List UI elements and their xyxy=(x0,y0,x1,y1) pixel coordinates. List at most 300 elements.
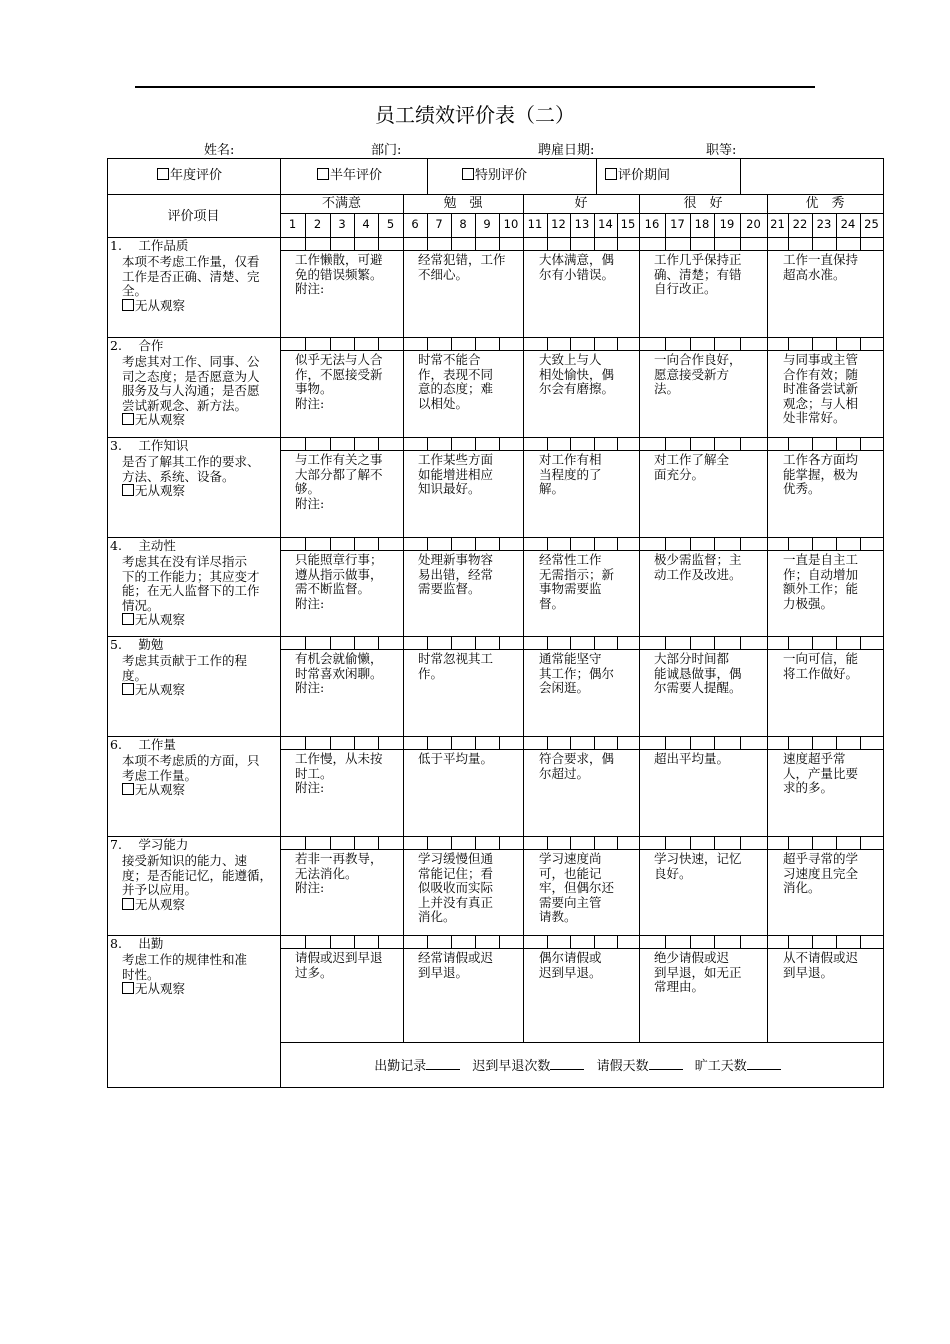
score-cell-divider xyxy=(740,736,741,749)
level-description: 到早退。 xyxy=(418,964,469,980)
level-description: 对工作有相 xyxy=(539,452,602,467)
level-description: 大部分都了解不 xyxy=(295,466,383,482)
score-cell-divider xyxy=(690,437,691,450)
score-number: 3 xyxy=(338,217,346,231)
grid-line xyxy=(523,849,524,935)
score-cell-divider xyxy=(665,636,666,649)
score-cell-divider xyxy=(617,636,618,649)
score-cell-divider xyxy=(427,636,428,649)
score-cell-divider xyxy=(812,237,813,250)
score-cell-divider xyxy=(427,237,428,250)
grid-line xyxy=(740,158,741,194)
score-cell-divider xyxy=(860,237,861,250)
grid-line xyxy=(280,849,883,850)
score-number: 15 xyxy=(620,217,636,231)
grid-line xyxy=(403,350,404,437)
score-cell-divider xyxy=(812,537,813,550)
item-description: 接受新知识的能力、速 xyxy=(122,853,248,868)
checkbox[interactable] xyxy=(122,413,134,425)
item-description: 时性。 xyxy=(122,966,160,982)
grid-line xyxy=(403,749,404,836)
level-description: 免的错误频繁。 xyxy=(295,266,383,282)
score-cell-divider xyxy=(665,337,666,350)
score-cell-divider xyxy=(354,736,355,749)
late-count-blank[interactable] xyxy=(550,1069,584,1070)
absent-days-label: 旷工天数 xyxy=(694,1059,747,1074)
eval-type-option[interactable] xyxy=(157,168,222,184)
score-cell-divider xyxy=(570,437,571,450)
score-cell-divider xyxy=(812,636,813,649)
score-cell-divider xyxy=(378,537,379,550)
level-description: 大部分时间都 xyxy=(654,651,730,666)
score-cell-divider xyxy=(330,337,331,350)
grade-label: 职等: xyxy=(706,143,737,158)
score-cell-divider xyxy=(330,237,331,250)
score-cell-divider xyxy=(570,736,571,749)
checkbox[interactable] xyxy=(122,783,134,795)
item-title: 6. 工作量 xyxy=(110,737,176,752)
score-cell-divider xyxy=(330,736,331,749)
score-cell-divider xyxy=(499,836,500,849)
attendance-record-label: 出勤记录 xyxy=(374,1059,427,1074)
score-cell-divider xyxy=(788,237,789,250)
score-cell-divider xyxy=(547,237,548,250)
item-title: 7. 学习能力 xyxy=(110,837,189,852)
score-cell-divider xyxy=(378,237,379,250)
score-number: 9 xyxy=(483,217,491,231)
score-number: 23 xyxy=(816,217,832,231)
item-title: 3. 工作知识 xyxy=(110,438,189,453)
level-description: 工作各方面均 xyxy=(783,452,859,467)
score-cell-divider xyxy=(547,337,548,350)
score-cell-divider xyxy=(475,636,476,649)
item-description: 本项不考虑质的方面，只 xyxy=(122,753,260,768)
score-cell-divider xyxy=(836,237,837,250)
item-description: 能；在无人监督下的工作 xyxy=(122,583,260,598)
grid-line xyxy=(639,350,640,437)
score-cell-divider xyxy=(451,537,452,550)
level-description: 若非一再教导， xyxy=(295,851,383,866)
checkbox[interactable] xyxy=(122,299,134,311)
level-description: 需要监督。 xyxy=(418,581,481,596)
checkbox[interactable] xyxy=(122,613,134,625)
grid-line xyxy=(639,450,640,537)
level-description: 面充分。 xyxy=(654,466,705,482)
score-cell-divider xyxy=(812,935,813,948)
level-description: 工作懒散，可避 xyxy=(295,252,383,267)
grid-line xyxy=(280,250,883,251)
score-cell-divider xyxy=(305,836,306,849)
no-observation-option[interactable] xyxy=(122,898,185,913)
checkbox[interactable] xyxy=(317,168,329,180)
checkbox[interactable] xyxy=(605,168,617,180)
score-cell-divider xyxy=(305,636,306,649)
note-label: 附注: xyxy=(295,595,325,611)
score-cell-divider xyxy=(475,537,476,550)
score-number: 11 xyxy=(527,217,543,231)
score-cell-divider xyxy=(740,437,741,450)
score-cell-divider xyxy=(354,836,355,849)
level-description: 无需指示；新 xyxy=(539,566,615,582)
score-cell-divider xyxy=(788,736,789,749)
score-number: 13 xyxy=(574,217,590,231)
score-cell-divider xyxy=(740,337,741,350)
score-cell-divider xyxy=(617,836,618,849)
score-number: 21 xyxy=(770,217,785,231)
late-count-label: 迟到早退次数 xyxy=(472,1059,551,1074)
item-description: 考虑工作量。 xyxy=(122,767,198,783)
score-number: 25 xyxy=(864,217,879,231)
score-number: 22 xyxy=(792,217,808,231)
item-description: 考虑其在没有详尽指示 xyxy=(122,554,248,569)
score-cell-divider xyxy=(330,437,331,450)
score-cell-divider xyxy=(665,537,666,550)
no-observation-option[interactable] xyxy=(122,982,185,997)
level-header: 不满意 xyxy=(321,196,361,211)
score-cell-divider xyxy=(378,836,379,849)
level-description: 如能增进相应 xyxy=(418,466,494,482)
grid-line xyxy=(403,948,404,1042)
grid-line xyxy=(767,649,768,736)
eval-type-option[interactable] xyxy=(605,168,670,184)
note-label: 附注: xyxy=(295,395,325,411)
score-cell-divider xyxy=(305,237,306,250)
level-description: 工作慢，从未按 xyxy=(295,751,383,766)
score-cell-divider xyxy=(499,636,500,649)
score-number: 10 xyxy=(503,217,519,231)
level-description: 消化。 xyxy=(783,880,821,895)
grid-line xyxy=(596,158,597,194)
score-cell-divider xyxy=(714,736,715,749)
no-observation-option[interactable] xyxy=(122,683,185,698)
score-cell-divider xyxy=(451,736,452,749)
score-cell-divider xyxy=(594,237,595,250)
level-description: 学习缓慢但通 xyxy=(418,851,494,866)
checkbox[interactable] xyxy=(122,683,134,695)
eval-type-option[interactable] xyxy=(317,168,382,184)
score-cell-divider xyxy=(475,337,476,350)
level-description: 经常犯错，工作 xyxy=(418,252,506,267)
no-observation-label: 无从观察 xyxy=(135,782,186,797)
score-cell-divider xyxy=(788,935,789,948)
score-cell-divider xyxy=(836,537,837,550)
score-cell-divider xyxy=(812,337,813,350)
score-cell-divider xyxy=(354,437,355,450)
attendance-record xyxy=(280,1055,883,1074)
level-description: 事物。 xyxy=(295,381,333,396)
grid-line xyxy=(767,749,768,836)
item-description: 是否了解其工作的要求、 xyxy=(122,454,260,469)
level-header: 好 xyxy=(574,196,588,211)
score-cell-divider xyxy=(860,736,861,749)
level-header: 优 秀 xyxy=(805,196,845,211)
checkbox[interactable] xyxy=(122,898,134,910)
score-cell-divider xyxy=(740,935,741,948)
score-cell-divider xyxy=(523,437,524,450)
score-number: 24 xyxy=(840,217,856,231)
level-description: 作；自动增加 xyxy=(783,566,859,582)
grid-line xyxy=(523,550,524,636)
score-cell-divider xyxy=(690,935,691,948)
score-cell-divider xyxy=(594,836,595,849)
score-cell-divider xyxy=(665,836,666,849)
level-description: 优秀。 xyxy=(783,481,821,496)
note-label: 附注: xyxy=(295,281,325,296)
no-observation-option[interactable] xyxy=(122,484,185,499)
level-header: 很 好 xyxy=(683,196,723,211)
score-cell-divider xyxy=(523,736,524,749)
checkbox[interactable] xyxy=(157,168,169,180)
level-description: 需不断监督。 xyxy=(295,581,371,596)
score-cell-divider xyxy=(378,437,379,450)
level-description: 大致上与人 xyxy=(539,352,602,367)
score-number: 4 xyxy=(362,217,370,231)
score-cell-divider xyxy=(690,736,691,749)
checkbox[interactable] xyxy=(122,982,134,994)
score-cell-divider xyxy=(788,437,789,450)
score-cell-divider xyxy=(475,437,476,450)
grid-line xyxy=(280,450,883,451)
score-cell-divider xyxy=(639,736,640,749)
absent-days-blank[interactable] xyxy=(747,1069,781,1070)
score-cell-divider xyxy=(523,636,524,649)
score-cell-divider xyxy=(812,836,813,849)
level-description: 作，表现不同 xyxy=(418,366,494,382)
level-description: 法。 xyxy=(654,381,680,396)
score-cell-divider xyxy=(836,736,837,749)
score-cell-divider xyxy=(403,537,404,550)
level-description: 学习快速，记忆 xyxy=(654,851,742,866)
level-description: 常理由。 xyxy=(654,979,705,994)
level-description: 常能记住；看 xyxy=(418,865,494,881)
level-description: 会闲逛。 xyxy=(539,680,590,695)
score-cell-divider xyxy=(767,337,768,350)
score-cell-divider xyxy=(767,736,768,749)
grid-line xyxy=(639,849,640,935)
score-cell-divider xyxy=(305,537,306,550)
level-description: 过多。 xyxy=(295,964,333,980)
no-observation-option[interactable] xyxy=(122,413,185,428)
level-description: 处理新事物容 xyxy=(418,552,494,567)
checkbox[interactable] xyxy=(462,168,474,180)
no-observation-option[interactable] xyxy=(122,783,185,798)
score-cell-divider xyxy=(836,437,837,450)
score-cell-divider xyxy=(378,636,379,649)
level-description: 牢，但偶尔还 xyxy=(539,880,615,895)
no-observation-label: 无从观察 xyxy=(135,612,186,627)
level-description: 动工作及改进。 xyxy=(654,566,742,582)
score-cell-divider xyxy=(639,636,640,649)
score-cell-divider xyxy=(714,337,715,350)
score-cell-divider xyxy=(403,736,404,749)
score-cell-divider xyxy=(475,736,476,749)
grid-line xyxy=(523,450,524,537)
score-cell-divider xyxy=(767,636,768,649)
grid-line xyxy=(403,250,404,337)
level-description: 经常性工作 xyxy=(539,552,602,567)
level-description: 以相处。 xyxy=(418,395,469,411)
score-number: 1 xyxy=(288,217,297,231)
score-cell-divider xyxy=(499,935,500,948)
grid-line xyxy=(280,749,883,750)
score-cell-divider xyxy=(639,836,640,849)
score-cell-divider xyxy=(836,836,837,849)
grid-line xyxy=(767,948,768,1042)
level-description: 似乎无法与人合 xyxy=(295,352,383,367)
level-description: 事物需要监 xyxy=(539,581,602,596)
score-number: 17 xyxy=(670,217,685,231)
level-description: 处非常好。 xyxy=(783,410,846,425)
grid-line xyxy=(427,158,428,194)
score-cell-divider xyxy=(714,537,715,550)
level-description: 尔有小错误。 xyxy=(539,266,615,282)
score-cell-divider xyxy=(570,537,571,550)
score-cell-divider xyxy=(617,736,618,749)
level-description: 尔超过。 xyxy=(539,765,590,781)
score-cell-divider xyxy=(767,836,768,849)
score-cell-divider xyxy=(594,537,595,550)
level-description: 速度超乎常 xyxy=(783,751,846,766)
grid-line xyxy=(280,550,883,551)
item-description: 度；是否能记忆，能遵循， xyxy=(122,867,273,883)
score-cell-divider xyxy=(403,636,404,649)
grid-line xyxy=(523,250,524,337)
item-description: 情况。 xyxy=(122,597,160,613)
level-description: 一向可信，能 xyxy=(783,651,859,666)
grid-line xyxy=(523,649,524,736)
level-description: 学习速度尚 xyxy=(539,851,602,866)
score-cell-divider xyxy=(860,935,861,948)
score-cell-divider xyxy=(403,337,404,350)
score-cell-divider xyxy=(354,935,355,948)
level-description: 当程度的了 xyxy=(539,466,602,482)
score-cell-divider xyxy=(403,237,404,250)
level-description: 似吸收而实际 xyxy=(418,880,494,895)
level-description: 合作有效；随 xyxy=(783,366,859,382)
level-description: 与同事或主管 xyxy=(783,352,859,367)
level-description: 相处愉快，偶 xyxy=(539,366,615,382)
column-header: 评价项目 xyxy=(167,209,220,224)
no-observation-label: 无从观察 xyxy=(135,483,186,498)
level-description: 请教。 xyxy=(539,909,577,924)
grid-line xyxy=(639,250,640,337)
grid-line xyxy=(280,649,883,650)
item-description: 全。 xyxy=(122,283,148,298)
grid-line xyxy=(639,749,640,836)
score-cell-divider xyxy=(547,836,548,849)
level-description: 工作几乎保持正 xyxy=(654,252,742,267)
level-description: 将工作做好。 xyxy=(783,665,859,681)
grid-line xyxy=(403,849,404,935)
grid-line xyxy=(767,250,768,337)
score-cell-divider xyxy=(523,337,524,350)
level-description: 求的多。 xyxy=(783,780,834,795)
item-description: 服务及与人沟通；是否愿 xyxy=(122,383,260,398)
score-cell-divider xyxy=(354,636,355,649)
item-description: 度。 xyxy=(122,667,148,683)
level-description: 大体满意，偶 xyxy=(539,252,615,267)
no-observation-option[interactable] xyxy=(122,613,185,628)
level-description: 愿意接受新方 xyxy=(654,366,730,382)
score-cell-divider xyxy=(690,337,691,350)
score-cell-divider xyxy=(594,437,595,450)
score-cell-divider xyxy=(594,736,595,749)
level-description: 经常请假或迟 xyxy=(418,950,494,965)
eval-type-option[interactable] xyxy=(462,168,527,184)
score-cell-divider xyxy=(812,437,813,450)
level-description: 够。 xyxy=(295,481,321,496)
level-description: 一直是自主工 xyxy=(783,552,859,567)
level-description: 一向合作良好， xyxy=(654,352,742,367)
score-cell-divider xyxy=(812,736,813,749)
grid-line xyxy=(280,350,883,351)
level-description: 请假或迟到早退 xyxy=(295,950,383,965)
item-title: 2. 合作 xyxy=(110,338,164,353)
score-cell-divider xyxy=(767,437,768,450)
score-cell-divider xyxy=(451,836,452,849)
score-cell-divider xyxy=(354,537,355,550)
level-description: 只能照章行事； xyxy=(295,552,383,567)
grid-line xyxy=(523,948,524,1042)
grid-line xyxy=(767,849,768,935)
level-description: 低于平均量。 xyxy=(418,751,494,766)
score-cell-divider xyxy=(690,836,691,849)
score-cell-divider xyxy=(523,537,524,550)
level-description: 通常能坚守 xyxy=(539,651,602,666)
attendance-record-blank[interactable] xyxy=(426,1069,460,1070)
level-description: 尔需要人提醒。 xyxy=(654,680,742,695)
level-description: 消化。 xyxy=(418,909,456,924)
level-description: 力极强。 xyxy=(783,595,834,611)
item-description: 考虑其对工作、同事、公 xyxy=(122,354,260,369)
no-observation-option[interactable] xyxy=(122,299,185,314)
item-description: 考虑其贡献于工作的程 xyxy=(122,653,248,668)
level-description: 时常忽视其工 xyxy=(418,651,494,666)
leave-days-blank[interactable] xyxy=(649,1069,683,1070)
level-description: 上并没有真正 xyxy=(418,894,494,910)
score-cell-divider xyxy=(403,935,404,948)
score-cell-divider xyxy=(740,537,741,550)
note-label: 附注: xyxy=(295,880,325,895)
item-description: 工作是否正确、清楚、完 xyxy=(122,268,260,284)
score-cell-divider xyxy=(570,935,571,948)
score-number: 5 xyxy=(386,217,395,231)
item-description: 并予以应用。 xyxy=(122,882,198,897)
note-label: 附注: xyxy=(295,495,325,511)
score-cell-divider xyxy=(617,237,618,250)
level-description: 超高水准。 xyxy=(783,266,846,282)
score-cell-divider xyxy=(570,237,571,250)
level-description: 符合要求，偶 xyxy=(539,751,615,766)
grid-line xyxy=(403,450,404,537)
score-cell-divider xyxy=(836,935,837,948)
score-cell-divider xyxy=(788,337,789,350)
checkbox[interactable] xyxy=(122,484,134,496)
score-cell-divider xyxy=(767,237,768,250)
item-description: 考虑工作的规律性和准 xyxy=(122,952,248,967)
score-cell-divider xyxy=(639,935,640,948)
no-observation-label: 无从观察 xyxy=(135,412,186,427)
score-cell-divider xyxy=(499,537,500,550)
score-cell-divider xyxy=(714,437,715,450)
level-description: 尔会有磨擦。 xyxy=(539,381,615,396)
score-number: 2 xyxy=(313,217,322,231)
score-cell-divider xyxy=(617,935,618,948)
score-cell-divider xyxy=(714,636,715,649)
no-observation-label: 无从观察 xyxy=(135,896,186,912)
score-cell-divider xyxy=(788,836,789,849)
name-label: 姓名: xyxy=(204,143,235,158)
